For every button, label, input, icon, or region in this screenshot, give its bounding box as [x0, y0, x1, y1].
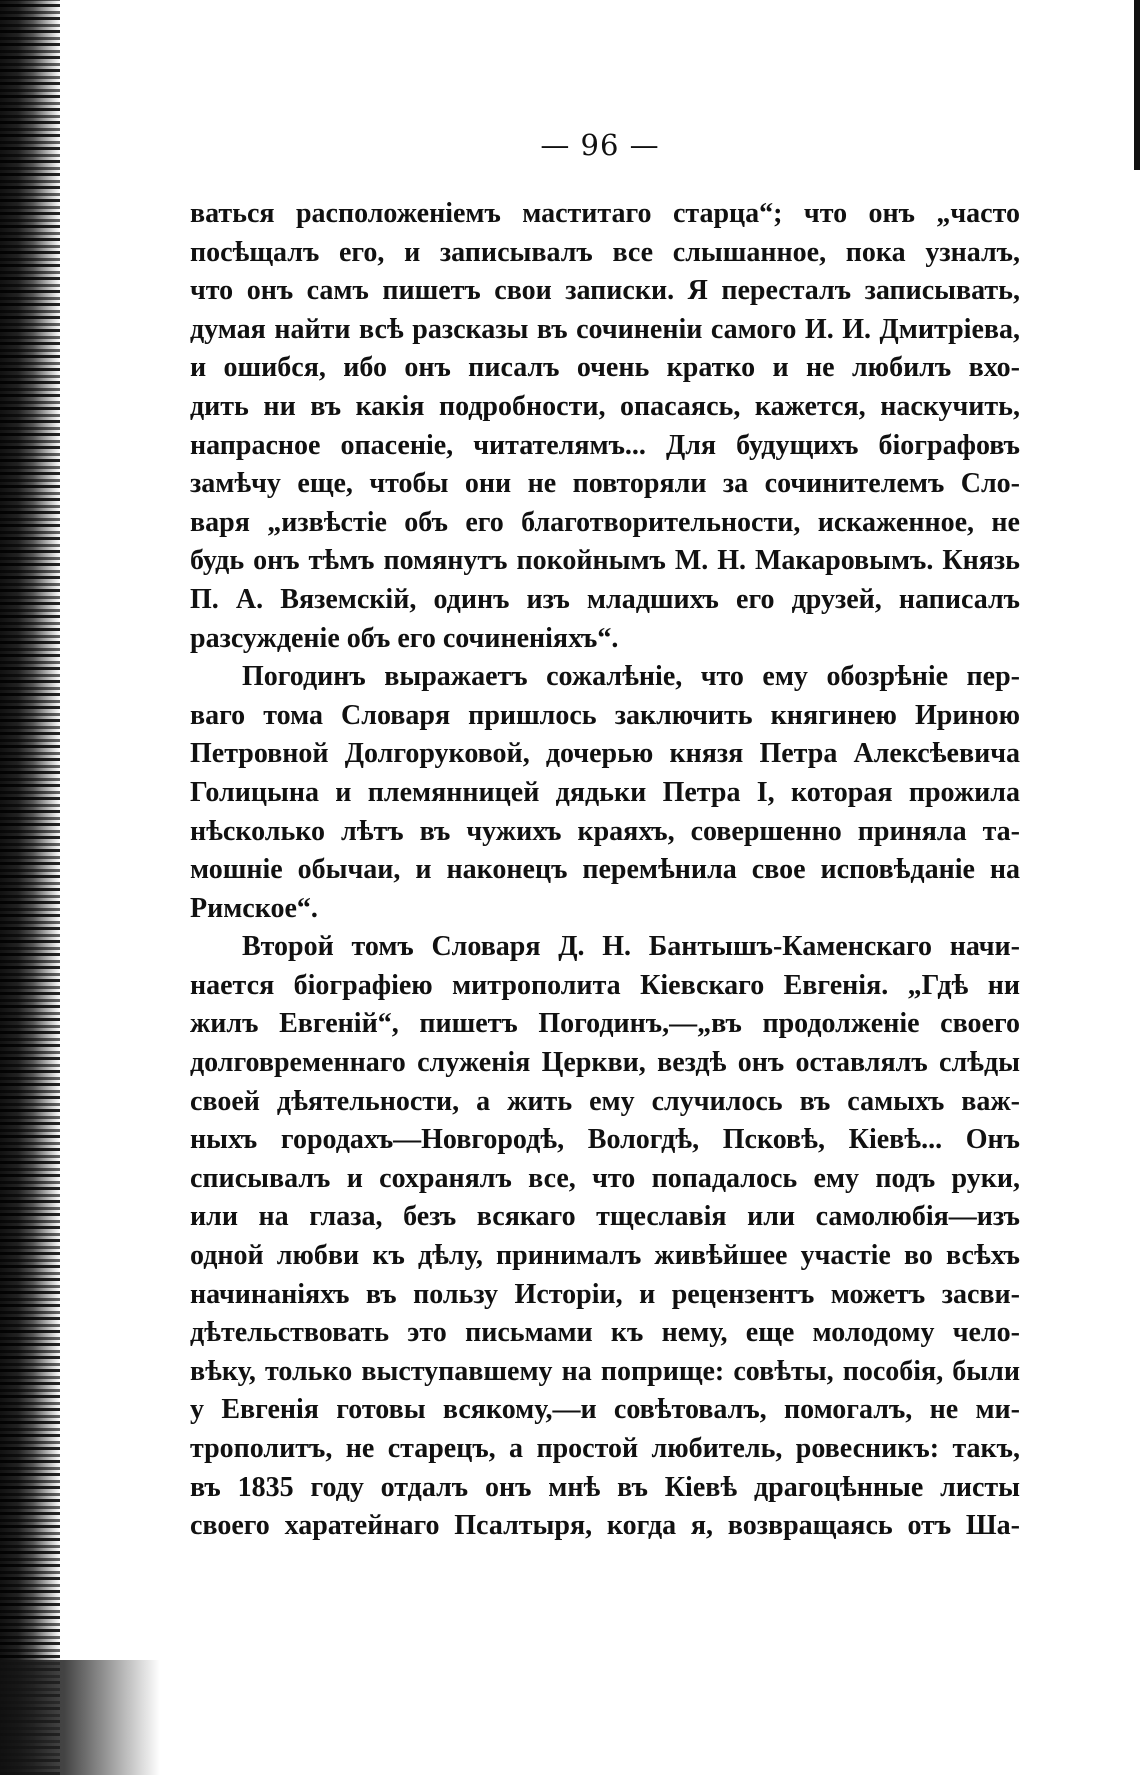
text-line: ваться расположенiемъ маститаго старца“; что онъ „часто: [190, 198, 1020, 229]
paragraph-start: Погодинъ выражаетъ сожалѣнiе, что ему обозрѣнiе пер-: [242, 661, 1020, 693]
scan-edge-left: [0, 0, 60, 1775]
text-line: варя „извѣстiе объ его благотворительности, искаженное, не: [190, 506, 1020, 538]
text-line: начинанiяхъ въ пользу Исторiи, и рецензентъ можетъ засви-: [190, 1278, 1020, 1310]
text-line: и ошибся, ибо онъ писалъ очень кратко и не любилъ вхо-: [190, 352, 1020, 384]
text-line: ваго тома Словаря пришлось заключить княгинею Ириною: [190, 699, 1020, 731]
text-line: нается бiографiею митрополита Кiевскаго Евгенiя. „Гдѣ ни: [190, 969, 1020, 1001]
text-line: или на глаза, безъ всякаго тщеславiя или самолюбiя—изъ: [190, 1201, 1020, 1233]
text-line: у Евгенiя готовы всякому,—и совѣтовалъ, помогалъ, не ми-: [190, 1394, 1020, 1426]
text-line: своей дѣятельности, а жить ему случилось въ самыхъ важ-: [190, 1085, 1020, 1117]
body-text: [190, 195, 1020, 1546]
text-line: напрасное опасенiе, читателямъ... Для будущихъ бiографовъ: [190, 429, 1020, 461]
text-line: разсужденiе объ его сочиненiяхъ“.: [190, 622, 619, 654]
page-number: — 96 —: [540, 128, 660, 162]
scan-edge-bottom: [0, 1660, 160, 1775]
text-line: П. А. Вяземскiй, одинъ изъ младшихъ его друзей, написалъ: [190, 583, 1020, 615]
text-line: своего харатейнаго Псалтыря, когда я, возвращаясь отъ Ша-: [190, 1510, 1020, 1542]
text-line: что онъ самъ пишетъ свои записки. Я пересталъ записывать,: [190, 275, 1020, 307]
text-line: Петровной Долгоруковой, дочерью князя Петра Алексѣевича: [190, 738, 1020, 770]
text-line: долговременнаго служенiя Церкви, вездѣ онъ оставлялъ слѣды: [190, 1047, 1020, 1079]
text-line: списывалъ и сохранялъ все, что попадалось ему подъ руки,: [190, 1162, 1020, 1194]
text-line: дѣтельствовать это письмами къ нему, еще молодому чело-: [190, 1317, 1020, 1349]
text-line: вѣку, только выступавшему на поприще: совѣты, пособiя, были: [190, 1355, 1020, 1387]
text-line: нѣсколько лѣтъ въ чужихъ краяхъ, совершенно приняла та-: [190, 815, 1020, 847]
text-line: трополитъ, не старецъ, а простой любитель, ровесникъ: такъ,: [190, 1433, 1020, 1464]
text-line: одной любви къ дѣлу, принималъ живѣйшее участiе во всѣхъ: [190, 1240, 1020, 1272]
text-line: жилъ Евгенiй“, пишетъ Погодинъ,—„въ продолженiе своего: [190, 1008, 1020, 1040]
text-line: Голицына и племянницей дядьки Петра I, которая прожила: [190, 776, 1020, 808]
text-line: думая найти всѣ разсказы въ сочиненiи самого И. И. Дмитрiева,: [190, 313, 1020, 345]
text-line: ныхъ городахъ—Новгородѣ, Вологдѣ, Псковѣ, Кiевѣ... Онъ: [190, 1124, 1020, 1156]
text-line: замѣчу еще, чтобы они не повторяли за сочинителемъ Сло-: [190, 468, 1020, 500]
text-line: будь онъ тѣмъ помянутъ покойнымъ М. Н. Макаровымъ. Князь: [190, 545, 1020, 577]
text-line: въ 1835 году отдалъ онъ мнѣ въ Кiевѣ драгоцѣнные листы: [190, 1471, 1020, 1503]
text-line: мошнiе обычаи, и наконецъ перемѣнила свое исповѣданiе на: [190, 854, 1020, 886]
text-line: посѣщалъ его, и записывалъ все слышанное, пока узналъ,: [190, 236, 1020, 268]
text-line: Римское“.: [190, 892, 318, 924]
paragraph-start: Второй томъ Словаря Д. Н. Бантышъ-Каменскаго начи-: [242, 931, 1020, 963]
text-line: дить ни въ какiя подробности, опасаясь, кажется, наскучить,: [190, 390, 1020, 422]
